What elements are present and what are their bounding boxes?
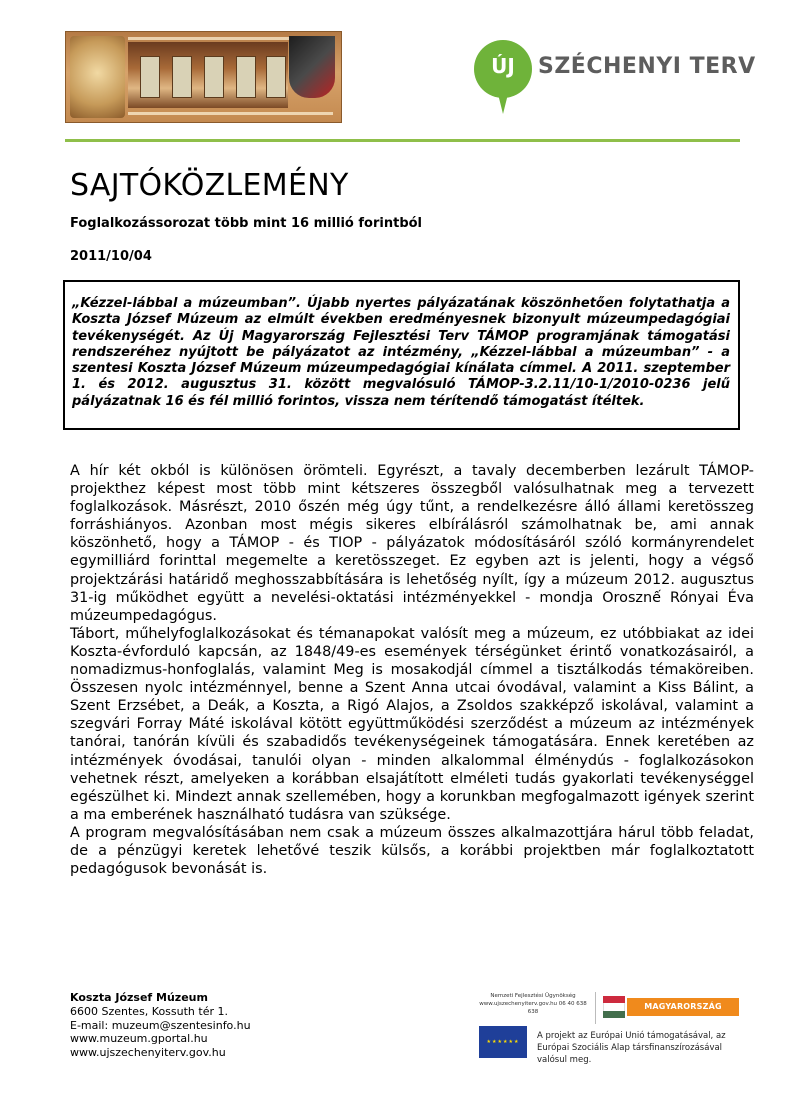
lead-box [63,280,740,430]
footer-address: 6600 Szentes, Kossuth tér 1. [70,1004,228,1018]
logo-name-text: SZÉCHENYI TERV [538,54,756,79]
body-paragraph: Tábort, műhelyfoglalkozásokat és témanapokat valósít meg a múzeum, ez utóbbiakat az idei Koszta-évforduló kapcsán, az 1848/49-es események térségünket érintő vonatkozásairól, a nomadizmus-honfoglalás, valamint Meg is mosakodjál címmel a tisztálkodás témaköreiben. Összesen nyolc intézménnyel, benne a Szent Anna utcai óvodával, valamint a Kiss Bálint, a Szent Erzsébet, a Deák, a Koszta, a Rigó Alajos, a Zsoldos szakképző iskolával, valamint a szegvári Forray Máté iskolával kötött együttműködési szerződést a múzeum az intézmények tanórai, tanórán kívüli és szabadidős tevékenységeinek támogatására. Ennek keretében az intézmények óvodásai, tanulói olyan - minden alkalommal élménydús - foglalkozásokon vehetnek részt, amelyeken a korábban elsajátított elméleti tudás gyakorlati tevékenységgel egészülhet ki. Mindezt annak szellemében, hogy a korunkban megfogalmazott igények szerint a ma emberének használható tudásra van szüksége. [70,625,754,823]
coat-of-arms-icon [289,36,335,98]
hungarian-flag-icon [603,996,625,1018]
lead-paragraph: „Kézzel-lábbal a múzeumban”. Újabb nyertes pályázatának köszönhetően folytathatja a Koszta József Múzeum az elmúlt években eredményesnek bizonyult múzeumpedagógiai tevékenységét. Az Új Magyarország Fejlesztési Terv TÁMOP programjának támogatási rendszeréhez nyújtott be pályázatot az intézmény, „Kézzel-lábbal a múzeumban” - a szentesi Koszta József Múzeum múzeumpedagógiai kínálata címmel. A 2011. szeptember 1. és 2012. augusztus 31. között megvalósuló TÁMOP-3.2.11/10-1/2010-0236 jelű pályázatnak 16 és fél millió forintos, vissza nem térítendő támogatást ítéltek. [72,296,730,409]
body-paragraph: A hír két okból is különösen örömteli. Egyrészt, a tavaly decemberben lezárult TÁMOP-projekthez képest most több mint kétszeres összegből valósulhatnak meg a tervezett foglalkozások. Másrészt, 2010 őszén még úgy tűnt, a rendelkezésre álló állami keretösszeg forráshiányos. Azonban most mégis sikeres elbírálásról számolhatnak be, ami annak köszönhető, hogy a TÁMOP - és TIOP - pályázatok módosításáról szóló kormányrendelet egymilliárd forinttal megemelte a keretösszeget. Ez egyben azt is jelenti, hogy a végső projektzárási határidő meghosszabbítására is lehetőség nyílt, így a múzeum 2012. augusztus 31-ig működhet együtt a nevelési-oktatási intézményekkel - mondja Orosznế Rónyai Éva múzeumpedagógus. [70,463,754,624]
footer-web-link[interactable]: www.muzeum.gportal.hu [70,1032,208,1046]
body-paragraph: A program megvalósításában nem csak a múzeum összes alkalmazottjára hárul több feladat, de a pénzügyi keretek lehetővé teszik külsős, a korábbi projektben már foglalkoztatott pedagógusok bevonását is. [70,824,754,878]
museum-banner-image [65,31,342,123]
szechenyi-terv-logo [474,36,756,116]
article-body [70,462,754,878]
magyarorszag-megujul-badge: MAGYARORSZÁG MEGÚJUL [627,998,739,1016]
logo-uj-text: ÚJ [491,54,515,78]
eu-funding-text: A projekt az Európai Unió támogatásával, az Európai Szociális Alap társfinanszírozásával valósul meg. [537,1031,726,1065]
footer-web-link[interactable]: www.ujszechenyiterv.gov.hu [70,1046,226,1060]
page-subtitle: Foglalkozássorozat több mint 16 millió forintból [70,216,423,231]
eu-flag-icon: ★★★★★★ [479,1026,527,1058]
release-date: 2011/10/04 [70,249,152,264]
header-divider [65,139,740,142]
agency-text: Nemzeti Fejlesztési Ügynökség www.ujszechenyiterv.gov.hu 06 40 638 638 [479,993,587,1015]
footer-email[interactable]: E-mail: muzeum@szentesinfo.hu [70,1018,251,1032]
museum-seal-icon [70,36,125,118]
footer-contact [70,991,251,1060]
exhibition-hall-photo [128,42,288,108]
sponsor-logos [477,990,747,1065]
page-title: SAJTÓKÖZLEMÉNY [70,168,349,203]
footer-museum-name: Koszta József Múzeum [70,991,208,1004]
